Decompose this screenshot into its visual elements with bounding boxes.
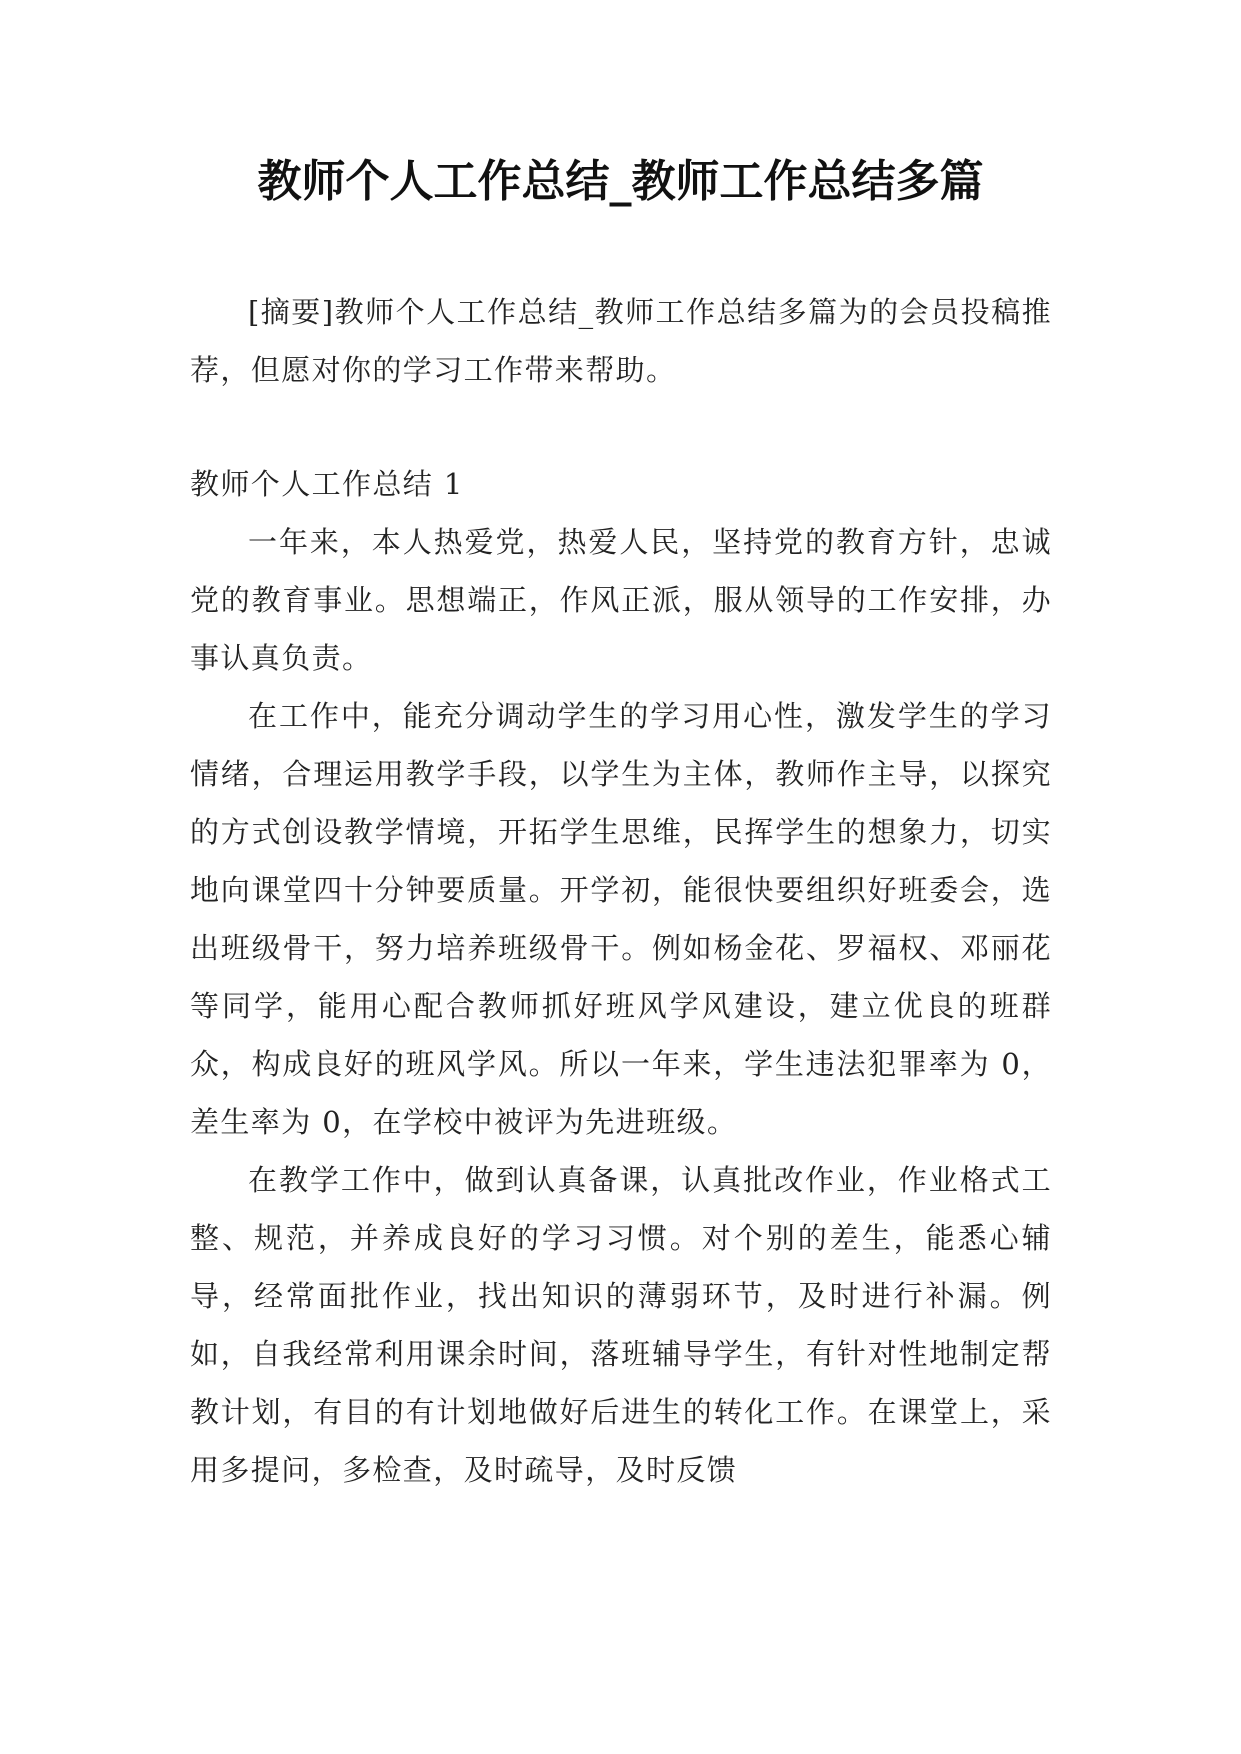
section-heading: 教师个人工作总结 1 [190, 467, 464, 501]
abstract-paragraph: [摘要]教师个人工作总结_教师工作总结多篇为的会员投稿推荐，但愿对你的学习工作带来帮助。 [190, 295, 1052, 387]
document-body [190, 283, 1052, 1499]
body-paragraph-2: 在工作中，能充分调动学生的学习用心性，激发学生的学习情绪，合理运用教学手段，以学生为主体，教师作主导，以探究的方式创设教学情境，开拓学生思维，民挥学生的想象力，切实地向课堂四十分钟要质量。开学初，能很快要组织好班委会，选出班级骨干，努力培养班级骨干。例如杨金花、罗福权、邓丽花等同学，能用心配合教师抓好班风学风建设，建立优良的班群众，构成良好的班风学风。所以一年来，学生违法犯罪率为 0，差生率为 0，在学校中被评为先进班级。 [190, 699, 1052, 1139]
body-paragraph-1: 一年来，本人热爱党，热爱人民，坚持党的教育方针，忠诚党的教育事业。思想端正，作风正派，服从领导的工作安排，办事认真负责。 [190, 525, 1052, 675]
body-paragraph-3: 在教学工作中，做到认真备课，认真批改作业，作业格式工整、规范，并养成良好的学习习惯。对个别的差生，能悉心辅导，经常面批作业，找出知识的薄弱环节，及时进行补漏。例如，自我经常利用课余时间，落班辅导学生，有针对性地制定帮教计划，有目的有计划地做好后进生的转化工作。在课堂上，采用多提问，多检查，及时疏导，及时反馈 [190, 1163, 1052, 1487]
document-title: 教师个人工作总结_教师工作总结多篇 [257, 156, 984, 207]
